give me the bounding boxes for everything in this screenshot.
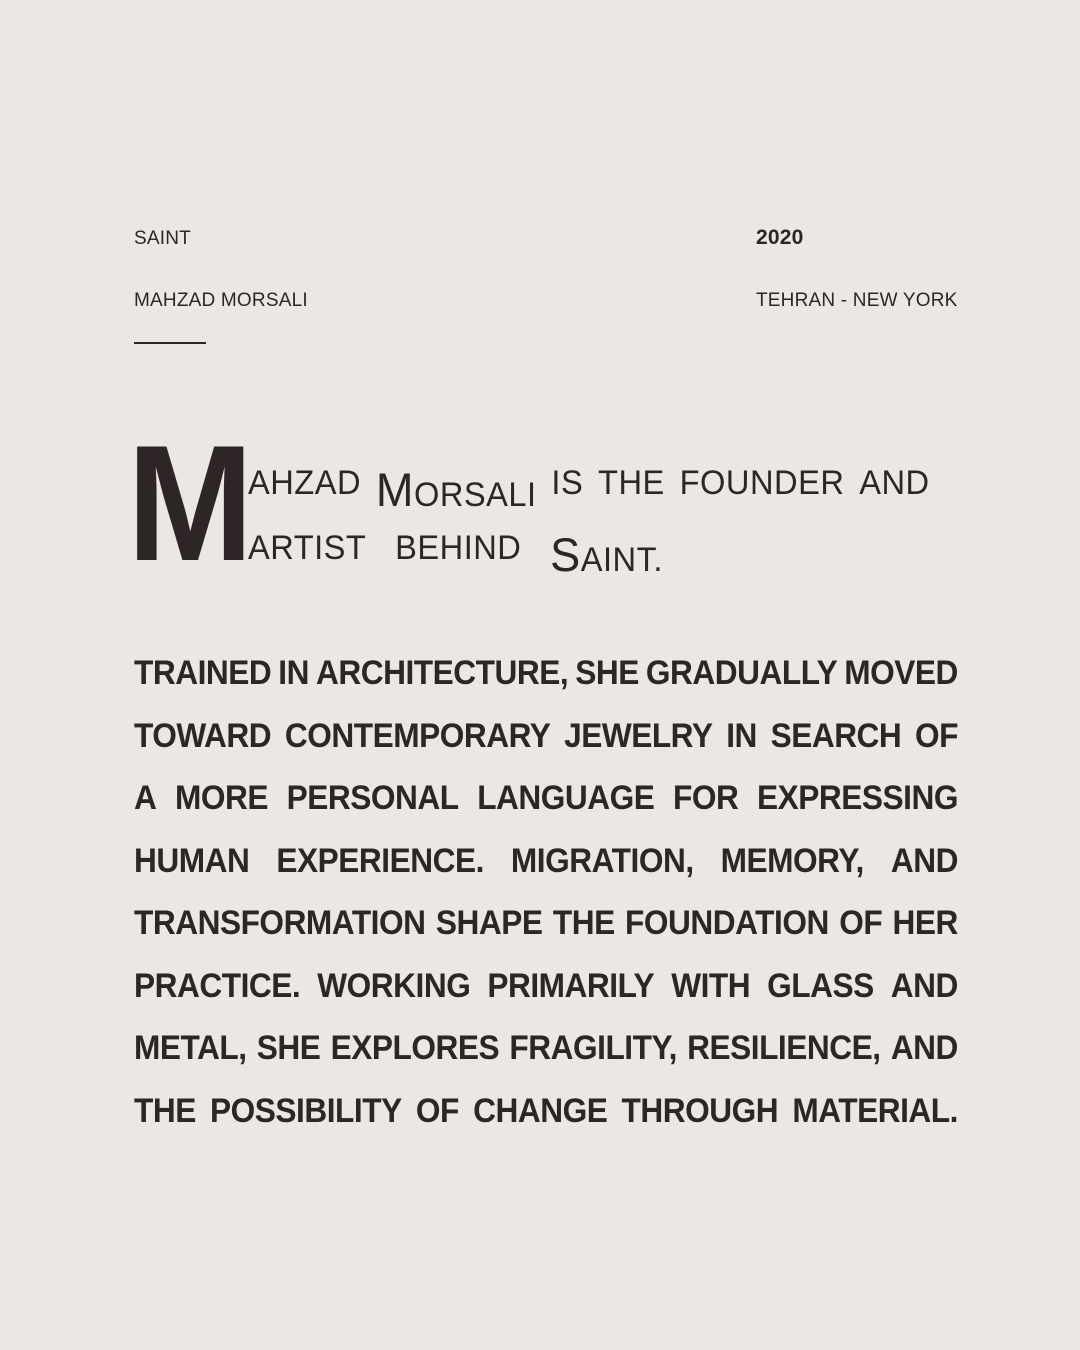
body-line: TRANSFORMATION SHAPE THE FOUNDATION OF HER: [134, 904, 958, 942]
lead-word: AHZAD: [248, 464, 362, 502]
lead-word: MORSALI: [375, 463, 537, 516]
lead-word: THE: [598, 464, 665, 502]
lead-line-1: [248, 463, 930, 516]
lead-word: IS: [551, 464, 584, 502]
body-line: PRACTICE. WORKING PRIMARILY WITH GLASS AND: [134, 966, 958, 1005]
lead-word: FOUNDER: [679, 464, 845, 502]
drop-cap: M: [127, 411, 250, 595]
body-line: TOWARD CONTEMPORARY JEWELRY IN SEARCH OF: [134, 716, 958, 755]
header-divider: [134, 342, 206, 344]
lead-word: BEHIND: [395, 529, 522, 567]
artist-name: MAHZAD MORSALI: [134, 290, 308, 311]
location-label: TEHRAN - NEW YORK: [756, 290, 958, 311]
body-line: TRAINED IN ARCHITECTURE, SHE GRADUALLY MOVED: [134, 654, 958, 692]
body-line: HUMAN EXPERIENCE. MIGRATION, MEMORY, AND: [134, 841, 958, 880]
body-line: THE POSSIBILITY OF CHANGE THROUGH MATERIAL.: [134, 1091, 958, 1130]
body-paragraph: [134, 652, 958, 1152]
brand-name: SAINT: [134, 228, 191, 249]
lead-word: SAINT.: [550, 528, 663, 581]
year-label: 2020: [756, 226, 804, 249]
body-line: A MORE PERSONAL LANGUAGE FOR EXPRESSING: [134, 779, 958, 817]
body-line: METAL, SHE EXPLORES FRAGILITY, RESILIENCE, AND: [134, 1029, 958, 1067]
lead-word: ARTIST: [248, 529, 367, 567]
lead-word: AND: [859, 464, 930, 502]
lead-line-2: [248, 528, 930, 581]
